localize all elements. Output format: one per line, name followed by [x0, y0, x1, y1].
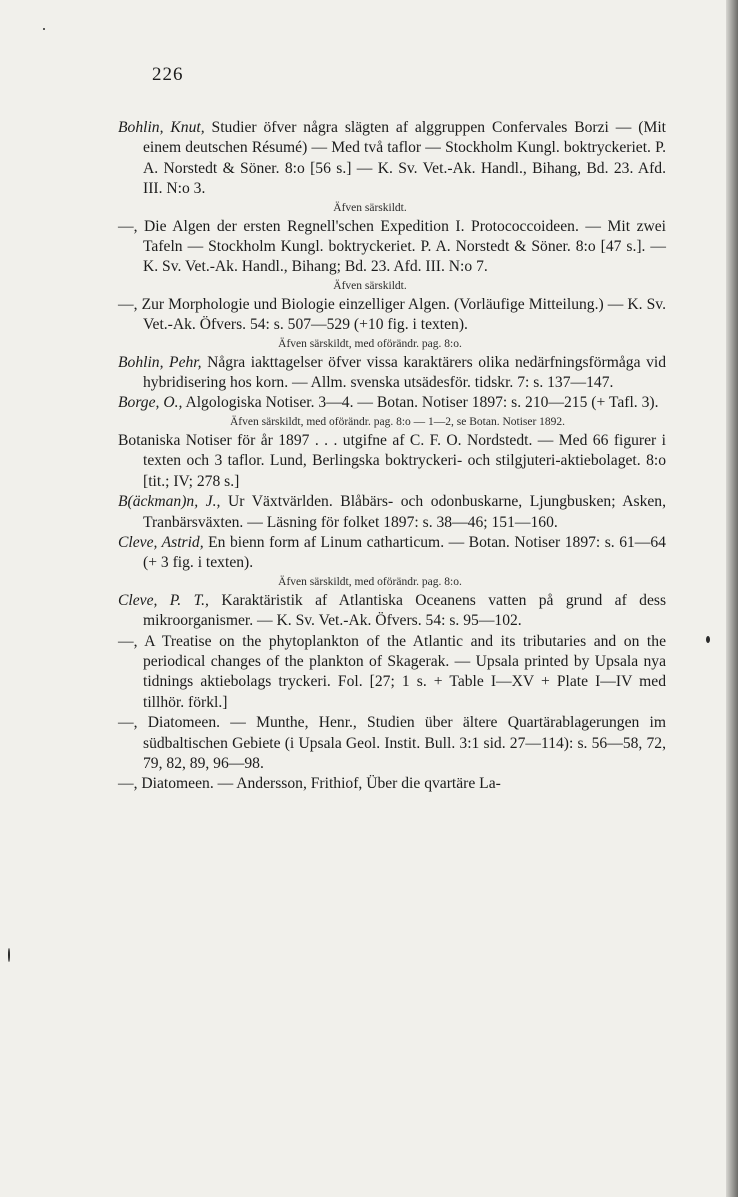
page-edge-shadow [726, 0, 738, 1197]
entry-note: Äfven särskildt, med oförändr. pag. 8:o. [278, 575, 462, 588]
bibliography-entry [118, 533, 666, 574]
entry-text: Studier öfver några slägten af alggruppen Confervales Borzi — (Mit einem deutschen Résumé) — Med två taflor — Stockholm Kungl. boktryckeriet. P. A. Norstedt & Söner. 8:o [56 s.] — K. Sv. Vet.-Ak. Handl., Bihang, Bd. 23. Afd. III. N:o 3. [143, 119, 666, 198]
paper-speck [8, 948, 10, 962]
entry-author: Bohlin, Knut, [118, 119, 205, 136]
entry-text: A Treatise on the phytoplankton of the Atlantic and its tributaries and on the periodical changes of the plankton of Skagerak. — Upsala printed by Upsala nya tidnings aktiebolags tryckeri. Fol. [27; 1 s. + Table I—XV + Plate I—IV med tillhör. förkl.] [143, 632, 666, 711]
entry-note: Äfven särskildt, med oförändr. pag. 8:o. [278, 337, 462, 350]
bibliography-entry [118, 353, 666, 394]
entry-note: Äfven särskildt. [333, 279, 407, 292]
bibliography-entry [118, 492, 666, 533]
paper-speck [706, 636, 710, 643]
entry-text: Zur Morphologie und Biologie einzelliger Algen. (Vorläufige Mitteilung.) — K. Sv. Vet.-Ak. Öfvers. 54: s. 507—529 (+10 fig. i texten). [141, 295, 666, 334]
bibliography-column [118, 118, 666, 795]
bibliography-entry [118, 591, 666, 632]
entry-note: Äfven särskildt. [333, 201, 407, 214]
bibliography-entry [118, 431, 666, 492]
entry-dash: —, [118, 217, 138, 235]
bibliography-entry [118, 774, 666, 794]
entry-dash: —, [118, 632, 138, 650]
bibliography-entry [118, 217, 666, 278]
bibliography-entry [118, 393, 666, 413]
entry-note: Äfven särskildt, med oförändr. pag. 8:o — 1—2, se Botan. Notiser 1892. [230, 415, 566, 428]
bibliography-entry [118, 295, 666, 336]
entry-author: Borge, O., [118, 394, 183, 412]
entry-text: Diatomeen. — Munthe, Henr., Studien über ältere Quartärablagerungen im südbaltischen Gebiete (i Upsala Geol. Instit. Bull. 3:1 sid. 27—114): s. 56—58, 72, 79, 82, 89, 96—98. [143, 714, 666, 772]
entry-dash: —, [118, 714, 138, 732]
entry-text: Diatomeen. — Andersson, Frithiof, Über die qvartäre La- [141, 775, 501, 793]
entry-text: Algologiska Notiser. 3—4. — Botan. Notiser 1897: s. 210—215 (+ Tafl. 3). [185, 394, 659, 412]
entry-text: Botaniska Notiser för år 1897 . . . utgifne af C. F. O. Nordstedt. — Med 66 figurer i texten och 3 taflor. Lund, Berlingska boktryckeri- och stilgjuteri-aktiebolaget. 8:o [tit.; IV; 278 s.] [118, 431, 666, 490]
entry-text: Några iakttagelser öfver vissa karaktärers olika nedärfningsförmåga vid hybridisering hos korn. — Allm. svenska utsädesför. tidskr. 7: s. 137—147. [143, 353, 666, 392]
entry-author: B(äckman)n, J., [118, 493, 221, 511]
bibliography-entry [118, 713, 666, 774]
entry-text: En bienn form af Linum catharticum. — Botan. Notiser 1897: s. 61—64 (+ 3 fig. i texten). [143, 533, 666, 572]
entry-text: Ur Växtvärlden. Blåbärs- och odonbuskarne, Ljungbusken; Asken, Tranbärsväxten. — Läsning för folket 1897: s. 38—46; 151—160. [143, 493, 666, 531]
entry-text: Die Algen der ersten Regnell'schen Expedition I. Protococcoideen. — Mit zwei Tafeln — Stockholm Kungl. boktryckeriet. P. A. Norstedt & Söner. 8:o [47 s.]. — K. Sv. Vet.-Ak. Handl., Bihang; Bd. 23. Afd. III. N:o 7. [143, 217, 667, 276]
entry-dash: —, [118, 295, 138, 313]
entry-dash: —, [118, 775, 138, 793]
entry-text: Karaktäristik af Atlantiska Oceanens vatten på grund af dess mikroorganismer. — K. Sv. Vet.-Ak. Öfvers. 54: s. 95—102. [143, 591, 667, 630]
entry-author: Cleve, Astrid, [118, 533, 204, 551]
bibliography-entry [118, 632, 666, 714]
paper-speck [43, 28, 45, 30]
bibliography-entry [118, 118, 666, 200]
entry-author: Bohlin, Pehr, [118, 353, 202, 371]
entry-author: Cleve, P. T., [118, 591, 209, 609]
page-number: 226 [152, 64, 184, 85]
